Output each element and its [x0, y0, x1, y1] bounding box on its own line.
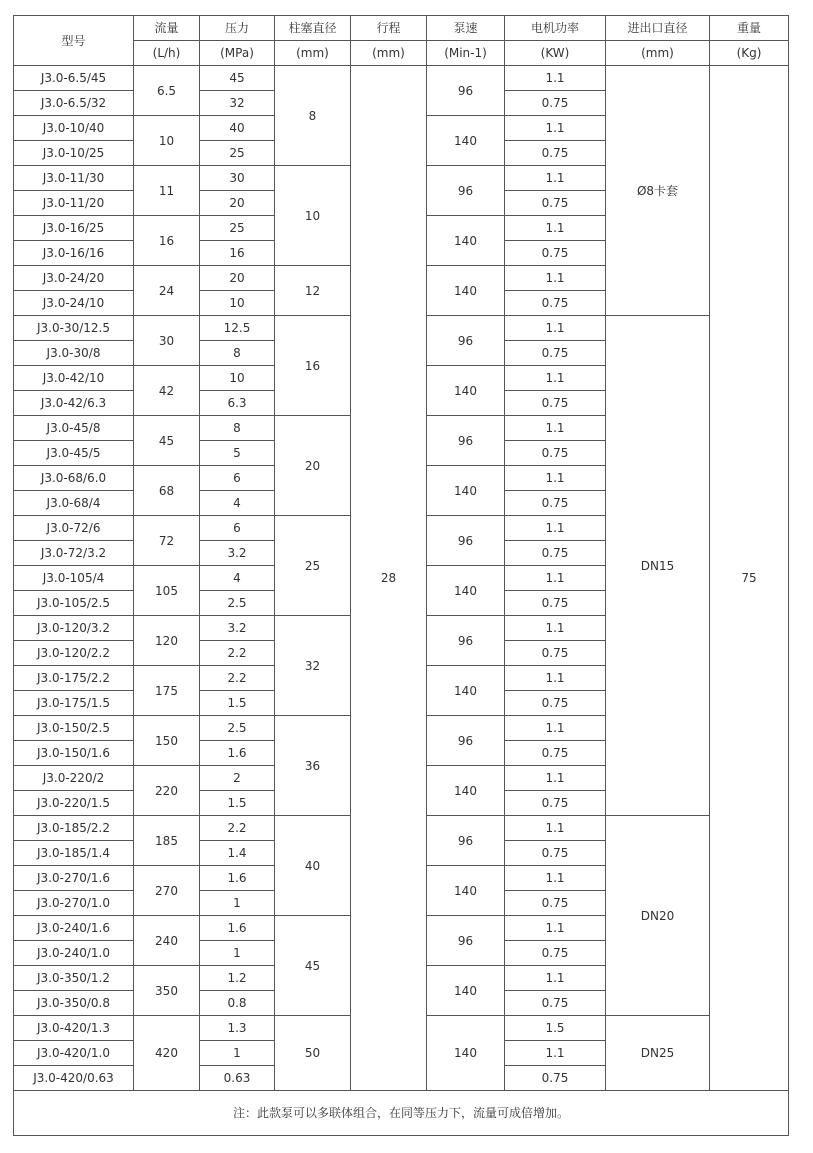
port-diameter-cell: DN25 — [606, 1016, 710, 1091]
plunger-diameter-cell: 32 — [275, 616, 351, 716]
pump-speed-cell: 140 — [427, 766, 505, 816]
model-cell: J3.0-45/8 — [14, 416, 134, 441]
motor-power-cell: 1.1 — [505, 66, 606, 91]
pump-speed-cell: 96 — [427, 166, 505, 216]
flow-cell: 270 — [134, 866, 200, 916]
unit-port-diameter: (mm) — [606, 41, 710, 66]
flow-cell: 240 — [134, 916, 200, 966]
pump-speed-cell: 140 — [427, 1016, 505, 1091]
model-cell: J3.0-420/0.63 — [14, 1066, 134, 1091]
unit-weight: (Kg) — [710, 41, 789, 66]
flow-cell: 30 — [134, 316, 200, 366]
motor-power-cell: 0.75 — [505, 891, 606, 916]
model-cell: J3.0-120/2.2 — [14, 641, 134, 666]
model-cell: J3.0-11/20 — [14, 191, 134, 216]
pressure-cell: 1.6 — [200, 741, 275, 766]
plunger-diameter-cell: 12 — [275, 266, 351, 316]
flow-cell: 24 — [134, 266, 200, 316]
plunger-diameter-cell: 40 — [275, 816, 351, 916]
model-cell: J3.0-16/16 — [14, 241, 134, 266]
pump-speed-cell: 96 — [427, 66, 505, 116]
pressure-cell: 1.6 — [200, 916, 275, 941]
motor-power-cell: 1.1 — [505, 666, 606, 691]
header-row-names — [14, 16, 789, 41]
model-cell: J3.0-270/1.6 — [14, 866, 134, 891]
motor-power-cell: 1.1 — [505, 366, 606, 391]
port-diameter-cell: DN20 — [606, 816, 710, 1016]
model-cell: J3.0-10/40 — [14, 116, 134, 141]
pressure-cell: 1 — [200, 941, 275, 966]
weight-cell: 75 — [710, 66, 789, 1091]
model-cell: J3.0-30/8 — [14, 341, 134, 366]
pressure-cell: 6 — [200, 466, 275, 491]
motor-power-cell: 1.1 — [505, 866, 606, 891]
motor-power-cell: 1.1 — [505, 966, 606, 991]
pressure-cell: 1.6 — [200, 866, 275, 891]
model-cell: J3.0-220/2 — [14, 766, 134, 791]
motor-power-cell: 0.75 — [505, 191, 606, 216]
model-cell: J3.0-68/4 — [14, 491, 134, 516]
header-pressure: 压力 — [200, 16, 275, 41]
pump-speed-cell: 140 — [427, 566, 505, 616]
model-cell: J3.0-105/4 — [14, 566, 134, 591]
pressure-cell: 10 — [200, 366, 275, 391]
pump-speed-cell: 96 — [427, 916, 505, 966]
plunger-diameter-cell: 8 — [275, 66, 351, 166]
pressure-cell: 40 — [200, 116, 275, 141]
motor-power-cell: 1.1 — [505, 916, 606, 941]
model-cell: J3.0-72/3.2 — [14, 541, 134, 566]
pressure-cell: 32 — [200, 91, 275, 116]
pressure-cell: 3.2 — [200, 541, 275, 566]
motor-power-cell: 1.1 — [505, 616, 606, 641]
model-cell: J3.0-240/1.0 — [14, 941, 134, 966]
pressure-cell: 2.5 — [200, 716, 275, 741]
motor-power-cell: 0.75 — [505, 941, 606, 966]
pump-speed-cell: 140 — [427, 666, 505, 716]
port-diameter-cell: Ø8卡套 — [606, 66, 710, 316]
plunger-diameter-cell: 16 — [275, 316, 351, 416]
unit-flow: (L/h) — [134, 41, 200, 66]
motor-power-cell: 0.75 — [505, 241, 606, 266]
unit-motor-power: (KW) — [505, 41, 606, 66]
flow-cell: 220 — [134, 766, 200, 816]
unit-plunger-diameter: (mm) — [275, 41, 351, 66]
model-cell: J3.0-350/1.2 — [14, 966, 134, 991]
model-cell: J3.0-175/2.2 — [14, 666, 134, 691]
model-cell: J3.0-150/1.6 — [14, 741, 134, 766]
flow-cell: 72 — [134, 516, 200, 566]
header-port-diameter: 进出口直径 — [606, 16, 710, 41]
pressure-cell: 12.5 — [200, 316, 275, 341]
model-cell: J3.0-10/25 — [14, 141, 134, 166]
motor-power-cell: 1.1 — [505, 516, 606, 541]
flow-cell: 42 — [134, 366, 200, 416]
pump-speed-cell: 96 — [427, 416, 505, 466]
pump-speed-cell: 140 — [427, 266, 505, 316]
model-cell: J3.0-16/25 — [14, 216, 134, 241]
motor-power-cell: 0.75 — [505, 341, 606, 366]
flow-cell: 45 — [134, 416, 200, 466]
flow-cell: 185 — [134, 816, 200, 866]
pressure-cell: 1.2 — [200, 966, 275, 991]
model-cell: J3.0-420/1.3 — [14, 1016, 134, 1041]
header-motor-power: 电机功率 — [505, 16, 606, 41]
model-cell: J3.0-175/1.5 — [14, 691, 134, 716]
pressure-cell: 0.8 — [200, 991, 275, 1016]
motor-power-cell: 1.1 — [505, 166, 606, 191]
model-cell: J3.0-350/0.8 — [14, 991, 134, 1016]
model-cell: J3.0-6.5/45 — [14, 66, 134, 91]
pressure-cell: 30 — [200, 166, 275, 191]
header-plunger-diameter: 柱塞直径 — [275, 16, 351, 41]
model-cell: J3.0-270/1.0 — [14, 891, 134, 916]
flow-cell: 350 — [134, 966, 200, 1016]
flow-cell: 6.5 — [134, 66, 200, 116]
motor-power-cell: 0.75 — [505, 491, 606, 516]
pressure-cell: 25 — [200, 216, 275, 241]
motor-power-cell: 1.1 — [505, 466, 606, 491]
pump-speed-cell: 96 — [427, 316, 505, 366]
header-weight: 重量 — [710, 16, 789, 41]
pump-spec-table — [13, 15, 789, 1136]
pressure-cell: 1.4 — [200, 841, 275, 866]
model-cell: J3.0-24/20 — [14, 266, 134, 291]
motor-power-cell: 0.75 — [505, 591, 606, 616]
plunger-diameter-cell: 20 — [275, 416, 351, 516]
motor-power-cell: 0.75 — [505, 641, 606, 666]
pressure-cell: 3.2 — [200, 616, 275, 641]
model-cell: J3.0-30/12.5 — [14, 316, 134, 341]
note-row — [14, 1091, 789, 1136]
pressure-cell: 1.3 — [200, 1016, 275, 1041]
flow-cell: 420 — [134, 1016, 200, 1091]
motor-power-cell: 1.1 — [505, 1041, 606, 1066]
model-cell: J3.0-68/6.0 — [14, 466, 134, 491]
motor-power-cell: 0.75 — [505, 991, 606, 1016]
model-cell: J3.0-240/1.6 — [14, 916, 134, 941]
pressure-cell: 6 — [200, 516, 275, 541]
plunger-diameter-cell: 50 — [275, 1016, 351, 1091]
motor-power-cell: 1.1 — [505, 416, 606, 441]
model-cell: J3.0-24/10 — [14, 291, 134, 316]
motor-power-cell: 1.1 — [505, 766, 606, 791]
model-cell: J3.0-185/1.4 — [14, 841, 134, 866]
port-diameter-cell: DN15 — [606, 316, 710, 816]
unit-pressure: (MPa) — [200, 41, 275, 66]
table-row — [14, 66, 789, 91]
motor-power-cell: 0.75 — [505, 291, 606, 316]
pressure-cell: 2 — [200, 766, 275, 791]
model-cell: J3.0-105/2.5 — [14, 591, 134, 616]
motor-power-cell: 1.5 — [505, 1016, 606, 1041]
flow-cell: 10 — [134, 116, 200, 166]
model-cell: J3.0-420/1.0 — [14, 1041, 134, 1066]
flow-cell: 11 — [134, 166, 200, 216]
pump-speed-cell: 140 — [427, 366, 505, 416]
pressure-cell: 2.2 — [200, 666, 275, 691]
model-cell: J3.0-185/2.2 — [14, 816, 134, 841]
pressure-cell: 25 — [200, 141, 275, 166]
motor-power-cell: 1.1 — [505, 116, 606, 141]
pressure-cell: 1.5 — [200, 691, 275, 716]
header-model: 型号 — [14, 16, 134, 66]
pump-speed-cell: 96 — [427, 816, 505, 866]
pressure-cell: 4 — [200, 566, 275, 591]
stroke-cell: 28 — [351, 66, 427, 1091]
motor-power-cell: 1.1 — [505, 816, 606, 841]
plunger-diameter-cell: 45 — [275, 916, 351, 1016]
pressure-cell: 16 — [200, 241, 275, 266]
model-cell: J3.0-120/3.2 — [14, 616, 134, 641]
pump-speed-cell: 140 — [427, 466, 505, 516]
header-stroke: 行程 — [351, 16, 427, 41]
model-cell: J3.0-220/1.5 — [14, 791, 134, 816]
plunger-diameter-cell: 25 — [275, 516, 351, 616]
pressure-cell: 5 — [200, 441, 275, 466]
motor-power-cell: 0.75 — [505, 391, 606, 416]
pump-speed-cell: 140 — [427, 966, 505, 1016]
pressure-cell: 8 — [200, 341, 275, 366]
header-flow: 流量 — [134, 16, 200, 41]
flow-cell: 120 — [134, 616, 200, 666]
motor-power-cell: 1.1 — [505, 216, 606, 241]
model-cell: J3.0-6.5/32 — [14, 91, 134, 116]
pressure-cell: 2.2 — [200, 816, 275, 841]
plunger-diameter-cell: 10 — [275, 166, 351, 266]
motor-power-cell: 1.1 — [505, 266, 606, 291]
plunger-diameter-cell: 36 — [275, 716, 351, 816]
flow-cell: 68 — [134, 466, 200, 516]
pump-speed-cell: 96 — [427, 716, 505, 766]
pump-speed-cell: 140 — [427, 866, 505, 916]
pressure-cell: 6.3 — [200, 391, 275, 416]
flow-cell: 150 — [134, 716, 200, 766]
pressure-cell: 8 — [200, 416, 275, 441]
motor-power-cell: 0.75 — [505, 91, 606, 116]
motor-power-cell: 0.75 — [505, 141, 606, 166]
motor-power-cell: 0.75 — [505, 541, 606, 566]
model-cell: J3.0-11/30 — [14, 166, 134, 191]
pressure-cell: 1 — [200, 891, 275, 916]
pump-speed-cell: 140 — [427, 116, 505, 166]
motor-power-cell: 1.1 — [505, 566, 606, 591]
model-cell: J3.0-45/5 — [14, 441, 134, 466]
unit-pump-speed: (Min-1) — [427, 41, 505, 66]
model-cell: J3.0-150/2.5 — [14, 716, 134, 741]
model-cell: J3.0-42/10 — [14, 366, 134, 391]
pressure-cell: 10 — [200, 291, 275, 316]
model-cell: J3.0-72/6 — [14, 516, 134, 541]
model-cell: J3.0-42/6.3 — [14, 391, 134, 416]
motor-power-cell: 1.1 — [505, 716, 606, 741]
motor-power-cell: 0.75 — [505, 841, 606, 866]
pressure-cell: 2.5 — [200, 591, 275, 616]
pump-speed-cell: 140 — [427, 216, 505, 266]
motor-power-cell: 0.75 — [505, 741, 606, 766]
motor-power-cell: 0.75 — [505, 1066, 606, 1091]
pressure-cell: 4 — [200, 491, 275, 516]
unit-stroke: (mm) — [351, 41, 427, 66]
pressure-cell: 20 — [200, 266, 275, 291]
pressure-cell: 20 — [200, 191, 275, 216]
flow-cell: 105 — [134, 566, 200, 616]
pressure-cell: 1 — [200, 1041, 275, 1066]
pressure-cell: 2.2 — [200, 641, 275, 666]
spec-table-body — [14, 66, 789, 1091]
pressure-cell: 1.5 — [200, 791, 275, 816]
motor-power-cell: 0.75 — [505, 691, 606, 716]
pressure-cell: 45 — [200, 66, 275, 91]
pump-speed-cell: 96 — [427, 616, 505, 666]
flow-cell: 16 — [134, 216, 200, 266]
pressure-cell: 0.63 — [200, 1066, 275, 1091]
pump-speed-cell: 96 — [427, 516, 505, 566]
motor-power-cell: 0.75 — [505, 791, 606, 816]
header-pump-speed: 泵速 — [427, 16, 505, 41]
flow-cell: 175 — [134, 666, 200, 716]
motor-power-cell: 0.75 — [505, 441, 606, 466]
note-text: 注：此款泵可以多联体组合，在同等压力下，流量可成倍增加。 — [14, 1091, 789, 1136]
motor-power-cell: 1.1 — [505, 316, 606, 341]
